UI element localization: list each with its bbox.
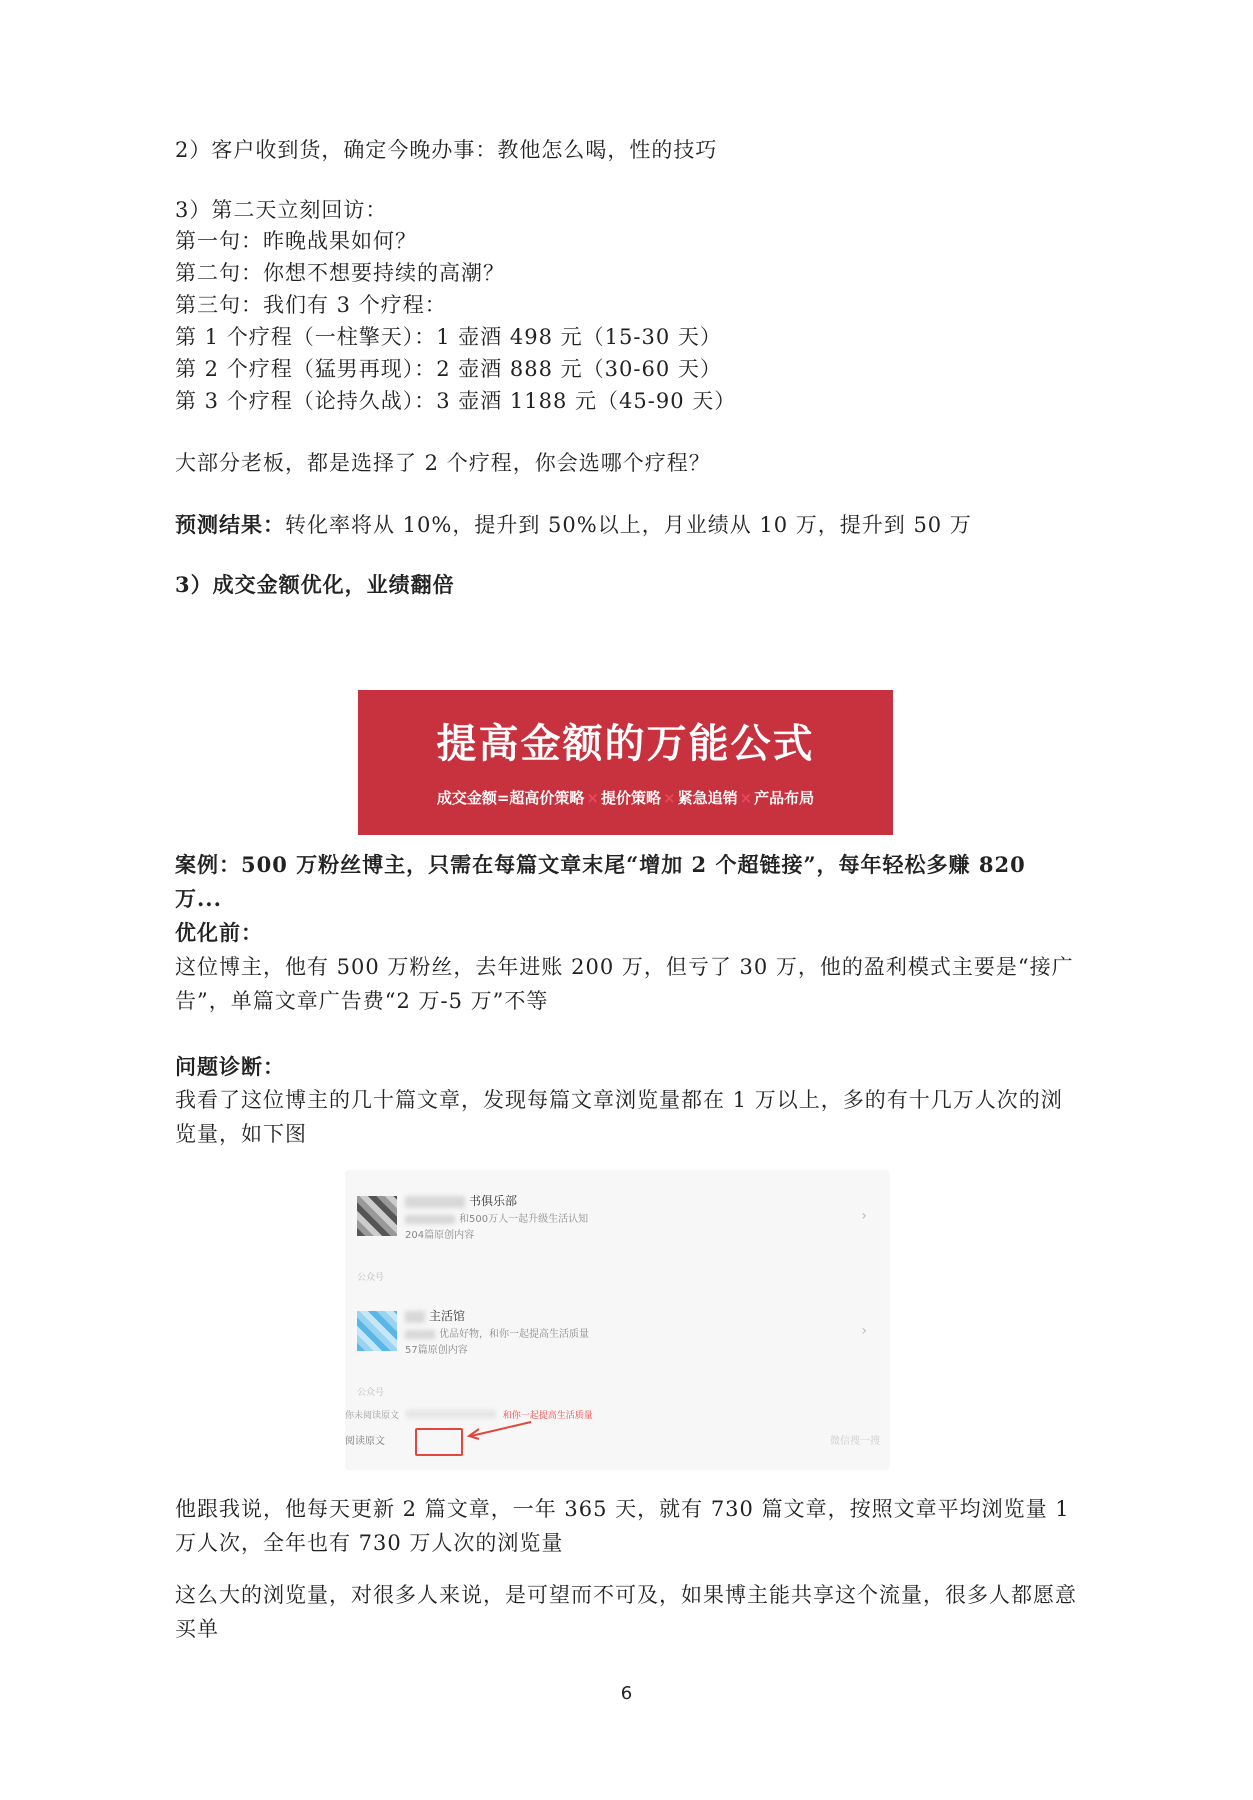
watermark-text: 微信搜一搜 <box>830 1436 880 1447</box>
account-name: 书俱乐部 <box>469 1194 518 1208</box>
before-label: 优化前： <box>175 920 263 945</box>
diagnosis-text: 我看了这位博主的几十篇文章，发现每篇文章浏览量都在 1 万以上，多的有十几万人次的浏览量，如下图 <box>175 1088 1063 1146</box>
account-row <box>357 1305 877 1365</box>
account-desc: 优品好物，和你一起提高生活质量 <box>439 1329 589 1340</box>
multiply-icon: × <box>586 789 599 807</box>
read-original-link: 阅读原文 <box>345 1436 385 1447</box>
formula-banner <box>358 690 893 835</box>
chevron-right-icon: › <box>861 1323 867 1339</box>
paragraph: 这么大的浏览量，对很多人来说，是可望而不可及，如果博主能共享这个流量，很多人都愿意买单 <box>175 1583 1077 1641</box>
result-line <box>175 510 972 540</box>
text-line: 3）第二天立刻回访： <box>175 198 388 222</box>
paragraph: 他跟我说，他每天更新 2 篇文章，一年 365 天，就有 730 篇文章，按照文章平均浏览量 1 万人次，全年也有 730 万人次的浏览量 <box>175 1497 1070 1555</box>
formula-term: 产品布局 <box>754 789 815 807</box>
before-text: 这位博主，他有 500 万粉丝，去年进账 200 万，但亏了 30 万，他的盈利模式主要是“接广告”，单篇文章广告费“2 万-5 万”不等 <box>175 955 1074 1013</box>
result-text: 转化率将从 10%，提升到 50%以上，月业绩从 10 万，提升到 50 万 <box>285 513 972 537</box>
text-line: 第 3 个疗程（论持久战）：3 壶酒 1188 元（45-90 天） <box>175 389 737 413</box>
formula-term: 提价策略 <box>600 789 661 807</box>
wechat-screenshot <box>345 1170 890 1470</box>
result-label: 预测结果： <box>175 512 285 537</box>
article-count: 204篇原创内容 <box>405 1230 475 1241</box>
text-line: 第 1 个疗程（一柱擎天）：1 壶酒 498 元（15-30 天） <box>175 325 722 349</box>
formula-term: 成交金额=超高价策略 <box>436 789 585 807</box>
multiply-icon: × <box>739 789 753 807</box>
tag-label: 公众号 <box>357 1273 385 1283</box>
avatar <box>357 1311 397 1351</box>
view-count-highlight <box>415 1428 463 1456</box>
tag-label: 公众号 <box>357 1388 385 1398</box>
text-line: 大部分老板，都是选择了 2 个疗程，你会选哪个疗程？ <box>175 451 711 475</box>
account-row <box>357 1190 877 1250</box>
text-line: 第一句：昨晚战果如何？ <box>175 229 417 253</box>
case-heading: 案例：500 万粉丝博主，只需在每篇文章末尾“增加 2 个超链接”，每年轻松多赚 820 万... <box>175 852 1026 911</box>
arrow-icon <box>465 1420 535 1440</box>
avatar <box>357 1196 397 1236</box>
tip-text: 你未阅读原文 <box>345 1411 400 1421</box>
text-line: 第二句：你想不想要持续的高潮？ <box>175 261 505 285</box>
formula-term: 紧急追销 <box>677 789 738 807</box>
banner-title: 提高金额的万能公式 <box>436 721 815 767</box>
multiply-icon: × <box>662 789 676 807</box>
section-heading: 3）成交金额优化，业绩翻倍 <box>175 572 455 597</box>
text-line: 第三句：我们有 3 个疗程： <box>175 293 447 317</box>
text-line: 第 2 个疗程（猛男再现）：2 壶酒 888 元（30-60 天） <box>175 357 722 381</box>
chevron-right-icon: › <box>861 1208 867 1224</box>
account-name: 主活馆 <box>429 1309 466 1323</box>
diagnosis-label: 问题诊断： <box>175 1054 285 1079</box>
page-number: 6 <box>620 1683 633 1704</box>
text-line: 2）客户收到货，确定今晚办事：教他怎么喝，性的技巧 <box>175 138 718 162</box>
tip-red-text: 和你一起提高生活质量 <box>502 1411 593 1421</box>
banner-formula <box>358 787 893 808</box>
account-desc: 和500万人一起升级生活认知 <box>459 1214 589 1225</box>
article-count: 57篇原创内容 <box>405 1345 468 1356</box>
